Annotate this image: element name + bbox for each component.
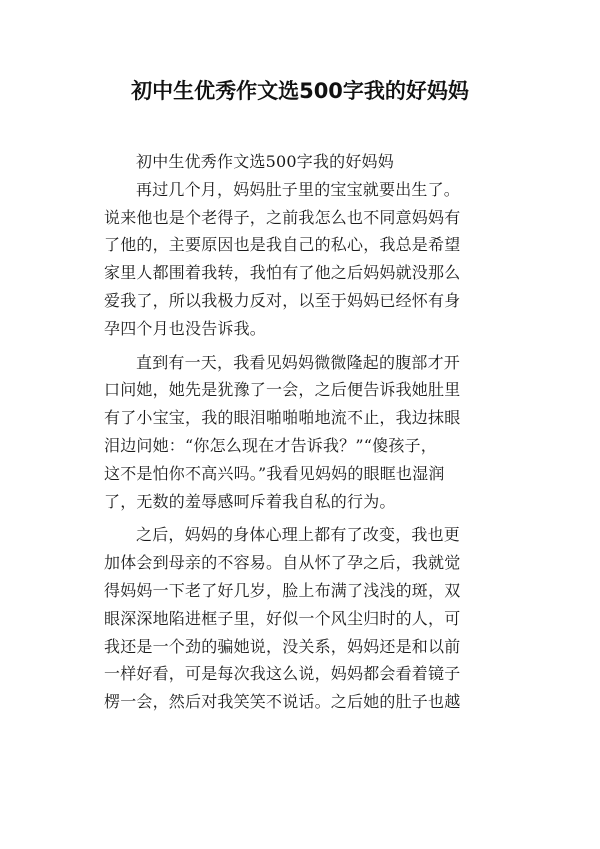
body-text-line: 直到有一天，我看见妈妈微微隆起的腹部才开: [136, 352, 461, 372]
body-text-line: 再过几个月，妈妈肚子里的宝宝就要出生了。: [136, 179, 461, 199]
body-text-line: 了，无数的羞辱感呵斥着我自私的行为。: [104, 491, 396, 511]
body-text-line: 泪边问她：“你怎么现在才告诉我？”“傻孩子，: [104, 435, 437, 455]
document-body: [104, 148, 496, 716]
body-text-line: 之后，妈妈的身体心理上都有了改变，我也更: [136, 525, 461, 545]
body-text-line: 有了小宝宝，我的眼泪啪啪啪地流不止，我边抹眼: [104, 408, 461, 428]
body-text-line: 口问她，她先是犹豫了一会，之后便告诉我她肚里: [104, 380, 461, 400]
body-text-line: 加体会到母亲的不容易。自从怀了孕之后，我就觉: [104, 553, 461, 573]
body-text-line: 得妈妈一下老了好几岁，脸上布满了浅浅的斑，双: [104, 580, 461, 600]
body-text-line: 一样好看，可是每次我这么说，妈妈都会看着镜子: [104, 664, 461, 684]
body-text-line: 眼深深地陷进框子里，好似一个风尘归时的人，可: [104, 608, 461, 628]
body-text-line: 这不是怕你不高兴吗。”我看见妈妈的眼眶也湿润: [104, 463, 445, 483]
body-text-line: 了他的，主要原因也是我自己的私心，我总是希望: [104, 235, 461, 255]
body-text-line: 初中生优秀作文选500字我的好妈妈: [136, 152, 394, 171]
body-text-line: 孕四个月也没告诉我。: [104, 318, 267, 338]
body-text-line: 说来他也是个老得子，之前我怎么也不同意妈妈有: [104, 207, 461, 227]
body-text-line: 爱我了，所以我极力反对，以至于妈妈已经怀有身: [104, 290, 461, 310]
body-text-line: 家里人都围着我转，我怕有了他之后妈妈就没那么: [104, 263, 461, 283]
body-text-line: 我还是一个劲的骗她说，没关系，妈妈还是和以前: [104, 636, 461, 656]
body-text-line: 楞一会，然后对我笑笑不说话。之后她的肚子也越: [104, 692, 461, 712]
document-title: 初中生优秀作文选500字我的好妈妈: [131, 79, 469, 103]
